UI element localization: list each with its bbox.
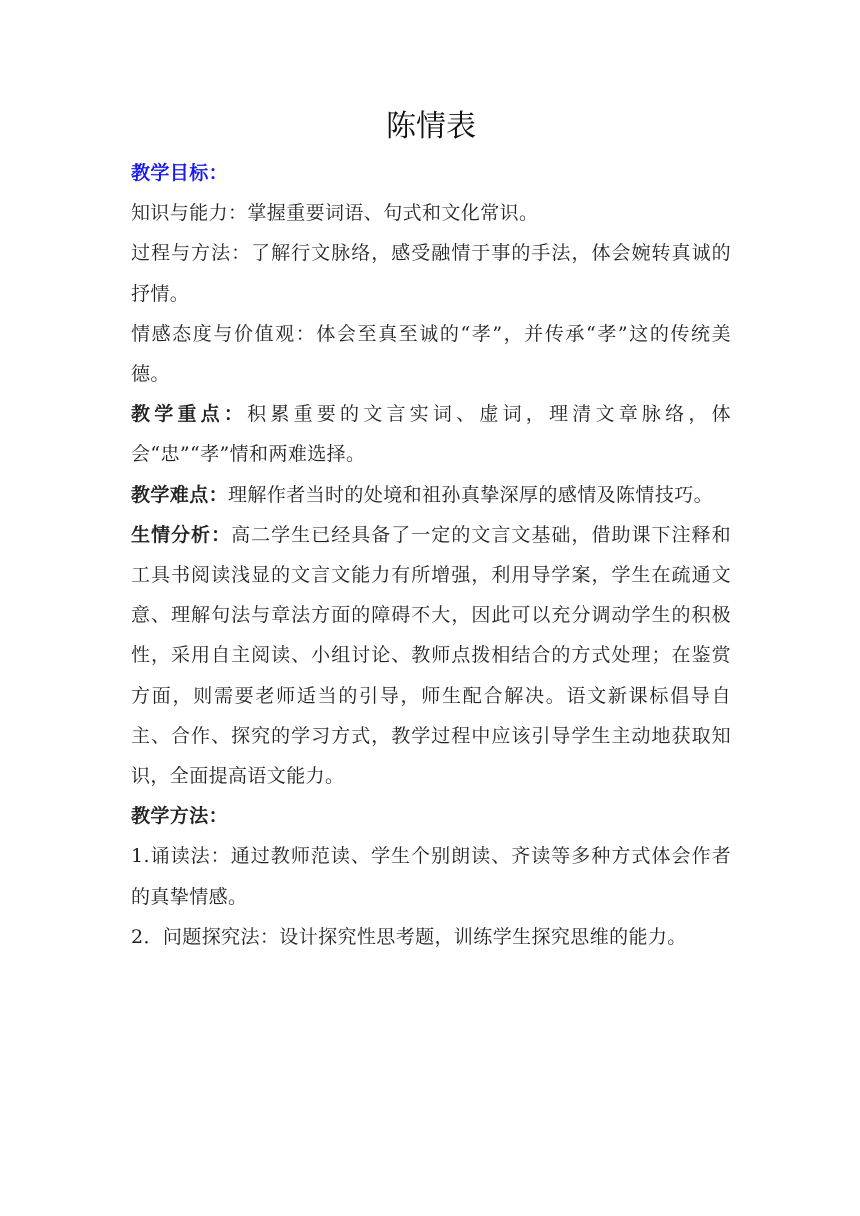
objective-knowledge: 知识与能力：掌握重要词语、句式和文化常识。 (131, 202, 539, 225)
objective-process: 过程与方法：了解行文脉络，感受融情于事的手法，体会婉转真诚的抒情。 (131, 242, 731, 305)
document-page (131, 0, 731, 1216)
analysis-paragraph (131, 515, 731, 796)
difficulties-paragraph (131, 475, 731, 515)
difficulties-text: 理解作者当时的处境和祖孙真挚深厚的感情及陈情技巧。 (228, 483, 714, 506)
key-points-text: 积累重要的文言实词、虚词，理清文章脉络，体会“忠”“孝”情和两难选择。 (131, 403, 731, 466)
method-reading: 1.诵读法：通过教师范读、学生个别朗读、齐读等多种方式体会作者的真挚情感。 (131, 845, 731, 908)
objectives-heading: 教学目标： (131, 162, 229, 184)
key-points-paragraph (131, 394, 731, 474)
document-body (131, 153, 731, 957)
objective-emotion: 情感态度与价值观：体会至真至诚的“孝”，并传承“孝”这的传统美德。 (131, 322, 731, 386)
analysis-text: 高二学生已经具备了一定的文言文基础，借助课下注释和工具书阅读浅显的文言文能力有所增强，利用导学案，学生在疏通文意、理解句法与章法方面的障碍不大，因此可以充分调动学生的积极性，采用自主阅读、小组讨论、教师点拨相结合的方式处理；在鉴赏方面，则需要老师适当的引导，师生配合解决。语文新课标倡导自主、合作、探究的学习方式，教学过程中应该引导学生主动地获取知识，全面提高语文能力。 (131, 523, 731, 788)
document-title: 陈情表 (386, 109, 476, 144)
method-inquiry: 2．问题探究法：设计探究性思考题，训练学生探究思维的能力。 (131, 925, 687, 948)
methods-heading: 教学方法： (131, 805, 229, 828)
difficulties-label: 教学难点： (131, 483, 229, 506)
key-points-label: 教学重点： (131, 403, 248, 426)
analysis-label: 生情分析： (131, 523, 232, 546)
